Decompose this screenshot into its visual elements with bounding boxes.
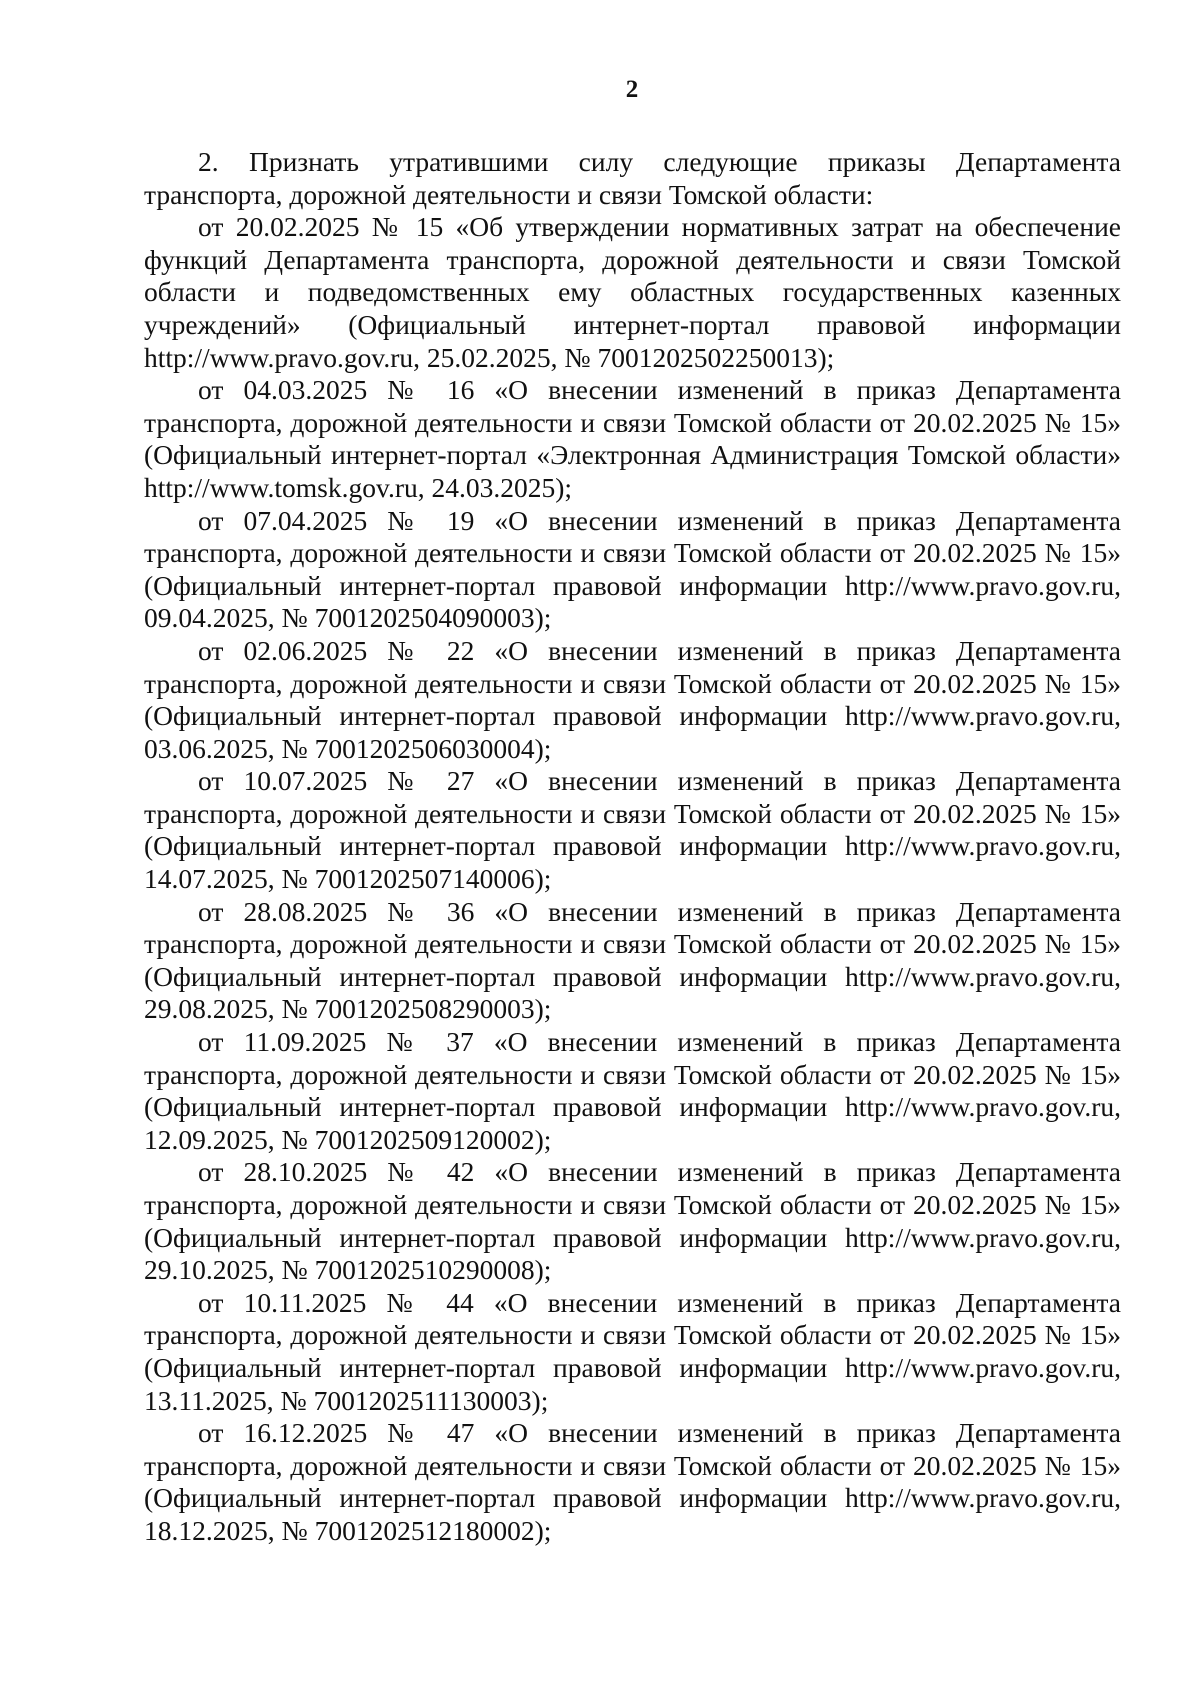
document-body	[144, 146, 1121, 1548]
paragraph-order-15: от 20.02.2025 № 15 «Об утверждении нормативных затрат на обеспечение функций Департамента транспорта, дорожной деятельности и связи Томской области и подведомственных ему областных государственных казенных учреждений» (Официальный интернет-портал правовой информации http://www.pravo.gov.ru, 25.02.2025, № 7001202502250013);	[144, 211, 1121, 373]
paragraph-order-16: от 04.03.2025 № 16 «О внесении изменений в приказ Департамента транспорта, дорожной деятельности и связи Томской области от 20.02.2025 № 15» (Официальный интернет-портал «Электронная Администрация Томской области» http://www.tomsk.gov.ru, 24.03.2025);	[144, 374, 1121, 503]
paragraph-repeal-intro: 2. Признать утратившими силу следующие приказы Департамента транспорта, дорожной деятельности и связи Томской области:	[144, 146, 1121, 210]
paragraph-order-42: от 28.10.2025 № 42 «О внесении изменений в приказ Департамента транспорта, дорожной деятельности и связи Томской области от 20.02.2025 № 15» (Официальный интернет-портал правовой информации http://www.pravo.gov.ru, 29.10.2025, № 7001202510290008);	[144, 1156, 1121, 1286]
paragraph-order-36: от 28.08.2025 № 36 «О внесении изменений в приказ Департамента транспорта, дорожной деятельности и связи Томской области от 20.02.2025 № 15» (Официальный интернет-портал правовой информации http://www.pravo.gov.ru, 29.08.2025, № 7001202508290003);	[144, 895, 1121, 1025]
paragraph-order-19: от 07.04.2025 № 19 «О внесении изменений в приказ Департамента транспорта, дорожной деятельности и связи Томской области от 20.02.2025 № 15» (Официальный интернет-портал правовой информации http://www.pravo.gov.ru, 09.04.2025, № 7001202504090003);	[144, 504, 1121, 634]
paragraph-order-22: от 02.06.2025 № 22 «О внесении изменений в приказ Департамента транспорта, дорожной деятельности и связи Томской области от 20.02.2025 № 15» (Официальный интернет-портал правовой информации http://www.pravo.gov.ru, 03.06.2025, № 7001202506030004);	[144, 634, 1121, 764]
paragraph-order-47: от 16.12.2025 № 47 «О внесении изменений в приказ Департамента транспорта, дорожной деятельности и связи Томской области от 20.02.2025 № 15» (Официальный интернет-портал правовой информации http://www.pravo.gov.ru, 18.12.2025, № 7001202512180002);	[144, 1417, 1121, 1546]
paragraph-order-27: от 10.07.2025 № 27 «О внесении изменений в приказ Департамента транспорта, дорожной деятельности и связи Томской области от 20.02.2025 № 15» (Официальный интернет-портал правовой информации http://www.pravo.gov.ru, 14.07.2025, № 7001202507140006);	[144, 765, 1121, 895]
page-number: 2	[625, 76, 639, 103]
paragraph-order-37: от 11.09.2025 № 37 «О внесении изменений в приказ Департамента транспорта, дорожной деятельности и связи Томской области от 20.02.2025 № 15» (Официальный интернет-портал правовой информации http://www.pravo.gov.ru, 12.09.2025, № 7001202509120002);	[144, 1026, 1121, 1155]
paragraph-order-44: от 10.11.2025 № 44 «О внесении изменений в приказ Департамента транспорта, дорожной деятельности и связи Томской области от 20.02.2025 № 15» (Официальный интернет-портал правовой информации http://www.pravo.gov.ru, 13.11.2025, № 7001202511130003);	[144, 1286, 1121, 1416]
